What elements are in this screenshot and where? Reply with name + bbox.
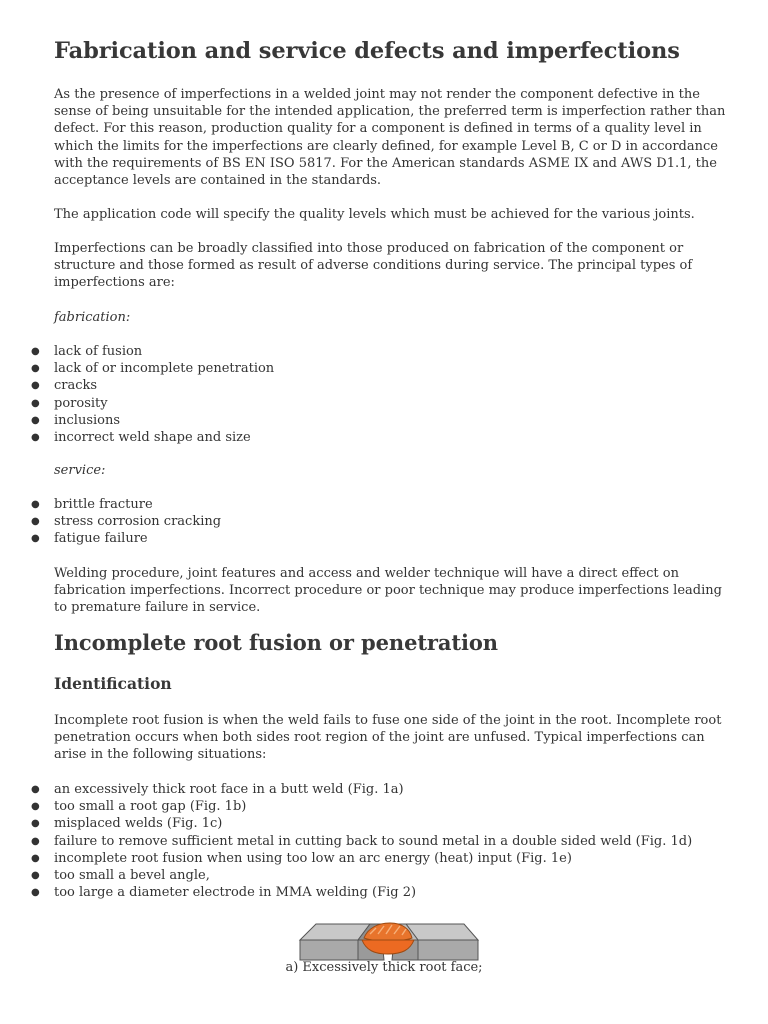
intro-line: defect. For this reason, production quality for a component is defined in terms of a quality level in	[54, 121, 702, 137]
identification-line: Incomplete root fusion is when the weld fails to fuse one side of the joint in the root. Incomplete root	[54, 713, 722, 728]
bullet-icon: ●	[31, 870, 40, 882]
figure-caption: a) Excessively thick root face;	[285, 960, 483, 975]
intro-line: sense of being unsuitable for the intended application, the preferred term is imperfection rather than	[54, 104, 726, 120]
list-item: ● misplaced welds (Fig. 1c)	[31, 816, 223, 832]
procedure-line: Welding procedure, joint features and access and welder technique will have a direct effect on	[54, 566, 679, 581]
list-item: ● incomplete root fusion when using too low an arc energy (heat) input (Fig. 1e)	[31, 850, 572, 866]
service-list	[0, 496, 221, 548]
bullet-icon: ●	[31, 852, 40, 864]
butt-weld-figure	[298, 920, 480, 964]
bullet-icon: ●	[31, 801, 40, 813]
procedure-line: fabrication imperfections. Incorrect procedure or poor technique may produce imperfections leading	[54, 583, 722, 599]
list-item: ● too small a bevel angle,	[31, 868, 210, 884]
bullet-icon: ●	[31, 784, 40, 795]
application-code-line: The application code will specify the quality levels which must be achieved for the various joints.	[54, 207, 695, 222]
situations-list	[0, 781, 692, 901]
application-code-paragraph	[54, 206, 734, 223]
page-title: Fabrication and service defects and imperfections	[54, 38, 680, 64]
list-item: ● too small a root gap (Fig. 1b)	[31, 799, 247, 815]
left-plate-front	[300, 940, 358, 960]
identification-paragraph	[54, 712, 734, 764]
bullet-icon: ●	[31, 533, 40, 545]
identification-line: penetration occurs when both sides root region of the joint are unfused. Typical imperfections can	[54, 730, 705, 746]
list-item: ● failure to remove sufficient metal in cutting back to sound metal in a double sided weld (Fig. 1d)	[31, 833, 693, 849]
intro-line: acceptance levels are contained in the standards.	[54, 173, 382, 189]
subsection-title: Identification	[54, 674, 172, 693]
list-item: ● inclusions	[31, 412, 121, 428]
list-item: ● cracks	[31, 378, 98, 394]
bullet-icon: ●	[31, 346, 40, 357]
bullet-icon: ●	[31, 380, 40, 392]
list-item: ● too large a diameter electrode in MMA welding (Fig 2)	[31, 885, 417, 901]
list-item: ● stress corrosion cracking	[31, 514, 222, 530]
list-item: ● fatigue failure	[31, 531, 148, 547]
list-item: ● incorrect weld shape and size	[31, 430, 251, 446]
bullet-icon: ●	[31, 835, 40, 847]
fabrication-label: fabrication:	[54, 310, 131, 325]
intro-line: As the presence of imperfections in a welded joint may not render the component defective in the	[54, 87, 700, 102]
list-item: ● lack of fusion	[31, 344, 143, 359]
bullet-icon: ●	[31, 818, 40, 830]
bullet-icon: ●	[31, 432, 40, 444]
bullet-icon: ●	[31, 414, 40, 426]
section-title: Incomplete root fusion or penetration	[54, 630, 498, 655]
classification-line: Imperfections can be broadly classified into those produced on fabrication of the component or	[54, 241, 684, 256]
intro-line: which the limits for the imperfections are clearly defined, for example Level B, C or D in accordance	[54, 138, 718, 154]
fabrication-list	[0, 343, 274, 446]
list-item: ● an excessively thick root face in a butt weld (Fig. 1a)	[31, 782, 404, 797]
procedure-line: to premature failure in service.	[54, 600, 261, 616]
intro-line: with the requirements of BS EN ISO 5817. For the American standards ASME IX and AWS D1.1, the	[54, 155, 717, 171]
classification-line: imperfections are:	[54, 275, 175, 291]
bullet-icon: ●	[31, 499, 40, 510]
classification-line: structure and those formed as result of adverse conditions during service. The principal types of	[54, 258, 693, 274]
list-item: ● porosity	[31, 395, 108, 411]
service-label: service:	[54, 463, 106, 478]
procedure-paragraph	[54, 565, 734, 617]
right-plate-front	[418, 940, 478, 960]
bullet-icon: ●	[31, 363, 40, 375]
identification-line: arise in the following situations:	[54, 747, 267, 763]
bullet-icon: ●	[31, 887, 40, 899]
intro-paragraph	[54, 86, 734, 189]
classification-paragraph	[54, 240, 734, 292]
list-item: ● brittle fracture	[31, 497, 153, 512]
bullet-icon: ●	[31, 516, 40, 528]
list-item: ● lack of or incomplete penetration	[31, 361, 275, 377]
bullet-icon: ●	[31, 397, 40, 409]
